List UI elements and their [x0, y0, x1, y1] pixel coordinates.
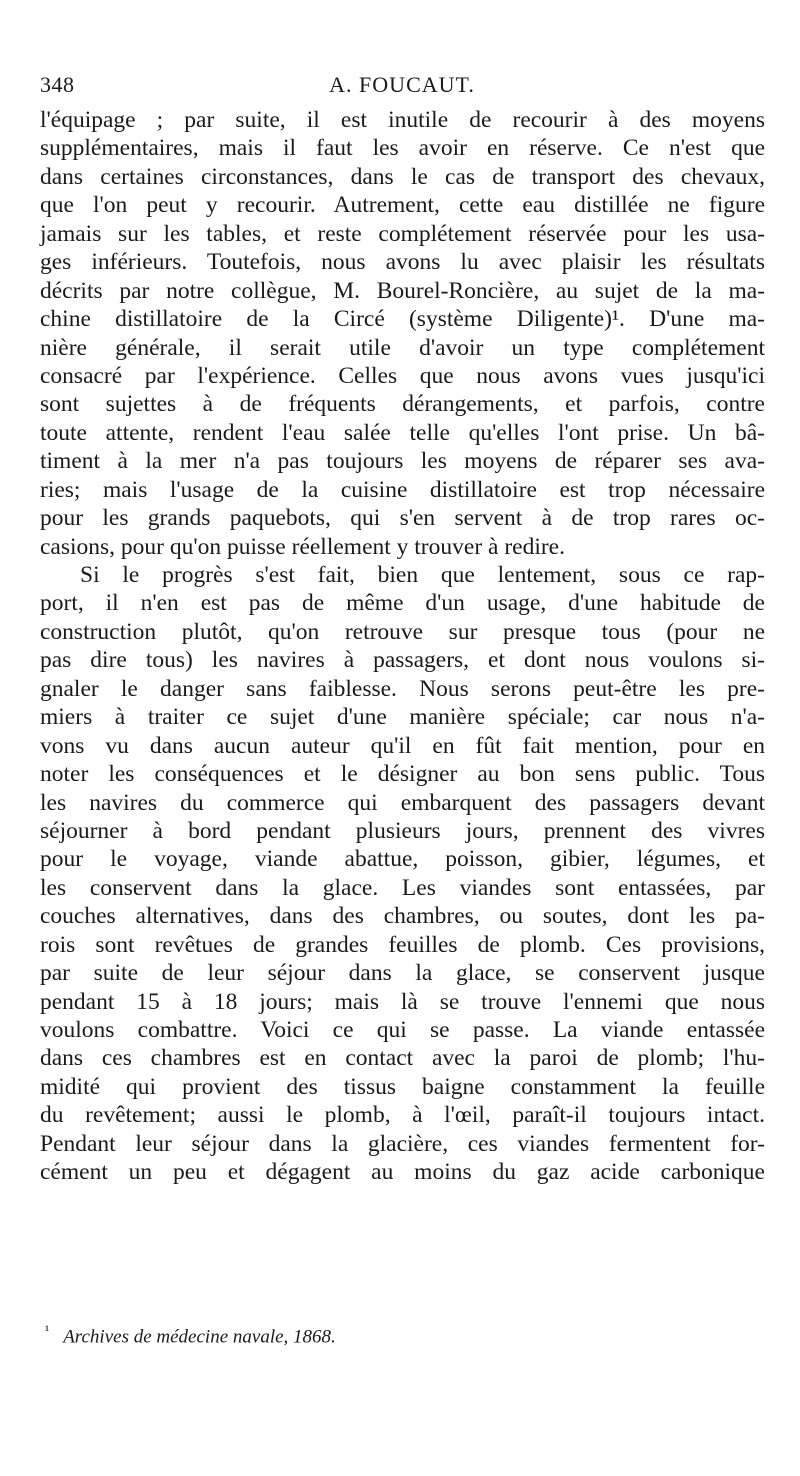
text-line: jamais sur les tables, et reste complétement réservée pour les usa-: [40, 220, 765, 247]
text-line: séjourner à bord pendant plusieurs jours, prennent des vivres: [40, 817, 765, 844]
text-line: couches alternatives, dans des chambres, ou soutes, dont les pa-: [40, 903, 765, 930]
text-line: toute attente, rendent l'eau salée telle qu'elles l'ont prise. Un bâ-: [40, 419, 765, 446]
text-line: pendant 15 à 18 jours; mais là se trouve l'ennemi que nous: [40, 988, 765, 1015]
text-line: voulons combattre. Voici ce qui se passe. La viande entassée: [40, 1017, 765, 1043]
text-line: casions, pour qu'on puisse réellement y trouver à redire.: [40, 533, 565, 560]
text-line: du revêtement; aussi le plomb, à l'œil, paraît-il toujours intact.: [40, 1102, 765, 1129]
paragraph: [40, 561, 765, 1187]
text-line: dans ces chambres est en contact avec la paroi de plomb; l'hu-: [40, 1045, 765, 1072]
text-line: supplémentaires, mais il faut les avoir en réserve. Ce n'est que: [40, 135, 765, 162]
text-line: timent à la mer n'a pas toujours les moyens de réparer ses ava-: [40, 448, 765, 475]
text-line: miers à traiter ce sujet d'une manière spéciale; car nous n'a-: [40, 704, 765, 731]
text-line: gnaler le danger sans faiblesse. Nous serons peut-être les pre-: [40, 675, 765, 702]
text-line: les conservent dans la glace. Les viandes sont entassées, par: [40, 874, 765, 901]
footnote-text: Archives de médecine navale, 1868.: [63, 1326, 336, 1348]
text-line: l'équipage ; par suite, il est inutile de recourir à des moyens: [40, 107, 765, 133]
paragraph: [40, 106, 765, 561]
text-line: construction plutôt, qu'on retrouve sur presque tous (pour ne: [40, 618, 765, 645]
page-number: 348: [40, 72, 75, 97]
text-line: chine distillatoire de la Circé (système Diligente)¹. D'une ma-: [40, 306, 765, 333]
text-line: vons vu dans aucun auteur qu'il en fût fait mention, pour en: [40, 732, 765, 759]
text-line: Pendant leur séjour dans la glacière, ces viandes fermentent for-: [40, 1130, 765, 1157]
page-header: [40, 72, 764, 102]
body-text: [40, 106, 765, 1187]
text-line: ges inférieurs. Toutefois, nous avons lu avec plaisir les résultats: [40, 249, 765, 276]
text-line: nière générale, il serait utile d'avoir un type complétement: [40, 334, 765, 361]
text-line: ries; mais l'usage de la cuisine distillatoire est trop nécessaire: [40, 476, 765, 503]
text-line: port, il n'en est pas de même d'un usage, d'une habitude de: [40, 590, 765, 617]
text-line: rois sont revêtues de grandes feuilles de plomb. Ces provisions,: [40, 931, 765, 958]
text-line: que l'on peut y recourir. Autrement, cette eau distillée ne figure: [40, 192, 765, 219]
text-line: par suite de leur séjour dans la glace, se conservent jusque: [40, 960, 765, 987]
text-line: midité qui provient des tissus baigne constamment la feuille: [40, 1073, 765, 1100]
text-line: cément un peu et dégagent au moins du gaz acide carbonique: [40, 1159, 765, 1186]
text-line: consacré par l'expérience. Celles que nous avons vues jusqu'ici: [40, 362, 765, 389]
text-line: Si le progrès s'est fait, bien que lentement, sous ce rap-: [80, 562, 765, 588]
text-line: décrits par notre collègue, M. Bourel-Roncière, au sujet de la ma-: [40, 277, 765, 304]
footnote: [45, 1320, 765, 1349]
text-line: dans certaines circonstances, dans le cas de transport des chevaux,: [40, 163, 765, 190]
text-line: pour les grands paquebots, qui s'en servent à de trop rares oc-: [40, 505, 765, 532]
text-line: les navires du commerce qui embarquent des passagers devant: [40, 789, 765, 816]
text-line: pour le voyage, viande abattue, poisson, gibier, légumes, et: [40, 846, 765, 873]
text-line: pas dire tous) les navires à passagers, et dont nous voulons si-: [40, 647, 765, 674]
footnote-mark: ¹: [45, 1324, 50, 1339]
text-line: sont sujettes à de fréquents dérangements, et parfois, contre: [40, 391, 765, 418]
running-head: A. FOUCAUT.: [329, 72, 475, 97]
text-line: noter les conséquences et le désigner au bon sens public. Tous: [40, 761, 765, 788]
